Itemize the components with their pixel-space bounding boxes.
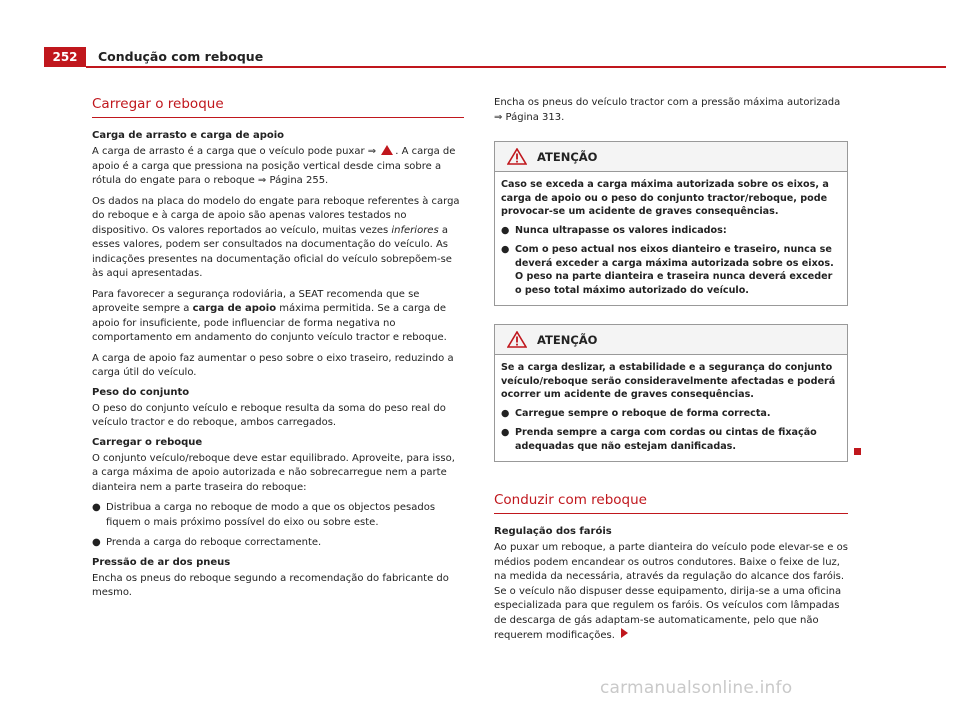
warning-triangle-icon [507, 148, 527, 165]
page-number: 252 [44, 47, 86, 67]
warning-header [495, 325, 847, 355]
continue-arrow-icon[interactable] [621, 628, 628, 638]
subhead-carga-arrasto: Carga de arrasto e carga de apoio [92, 130, 285, 141]
list-item: ● Prenda sempre a carga com cordas ou cintas de fixação adequadas que não estejam danificadas. [501, 426, 841, 453]
subhead-peso-conjunto: Peso do conjunto [92, 386, 190, 398]
paragraph: O conjunto veículo/reboque deve estar equilibrado. Aproveite, para isso, a carga máxima de apoio autorizada e não sobrecarregue nem a parte dianteira nem a parte traseira do reboque: [92, 452, 455, 493]
warning-triangle-icon[interactable] [381, 145, 393, 155]
list-item: ● Prenda a carga do reboque correctamente. [92, 537, 322, 548]
section-title-conduzir: Conduzir com reboque [494, 492, 848, 514]
subhead-carregar-reboque: Carregar o reboque [92, 436, 203, 448]
subhead-pressao-pneus: Pressão de ar dos pneus [92, 556, 231, 568]
warning-text: Caso se exceda a carga máxima autorizada sobre os eixos, a carga de apoio ou o peso do conjunto tractor/reboque, pode provocar-se um acidente de graves consequências. [501, 179, 829, 217]
right-column [494, 96, 848, 650]
header-rule [86, 66, 946, 68]
paragraph: Encha os pneus do reboque segundo a recomendação do fabricante do mesmo. [92, 572, 449, 598]
warning-body [495, 172, 847, 305]
watermark: carmanualsonline.info [600, 678, 793, 698]
warning-text: Se a carga deslizar, a estabilidade e a segurança do conjunto veículo/reboque serão consideravelmente afectadas e poderá ocorrer um acidente de graves consequências. [501, 362, 836, 400]
warning-header [495, 142, 847, 172]
paragraph: Para favorecer a segurança rodoviária, a SEAT recomenda que se aproveite sempre a carga de apoio máxima permitida. Se a carga de apoio for insuficiente, pode influenciar de forma negativa no comportamento em andamento do conjunto veículo tractor e reboque. [92, 288, 447, 343]
section-end-icon [854, 448, 861, 455]
list-item: ● Com o peso actual nos eixos dianteiro e traseiro, nunca se deverá exceder a carga máxima autorizada sobre os eixos. O peso na parte dianteira e traseira nunca deverá exceder o peso total máximo autorizado do veículo. [501, 244, 834, 296]
list-item: ● Distribua a carga no reboque de modo a que os objectos pesados fiquem o mais próximo possível do eixo ou sobre este. [92, 502, 436, 528]
paragraph: A carga de apoio faz aumentar o peso sobre o eixo traseiro, reduzindo a carga útil do veículo. [92, 352, 454, 378]
warning-title: ATENÇÃO [537, 332, 598, 347]
left-column [92, 96, 464, 607]
warning-triangle-icon [507, 331, 527, 348]
warning-box [494, 324, 848, 462]
paragraph: Encha os pneus do veículo tractor com a pressão máxima autorizada ⇒ Página 313. [494, 97, 841, 123]
paragraph: A carga de arrasto é a carga que o veículo pode puxar ⇒ . A carga de apoio é a carga que pressiona na posição vertical desde cima sobre a rótula do engate para o reboque ⇒ Página 255. [92, 146, 456, 186]
warning-body [495, 355, 847, 461]
list-item: ● Nunca ultrapasse os valores indicados: [501, 224, 727, 236]
section-title-carregar: Carregar o reboque [92, 96, 464, 118]
list-item: ● Carregue sempre o reboque de forma correcta. [501, 407, 771, 419]
subhead-regulacao-farois: Regulação dos faróis [494, 526, 612, 537]
paragraph: Ao puxar um reboque, a parte dianteira do veículo pode elevar-se e os médios podem encandear os outros condutores. Baixe o feixe de luz, na medida da necessária, através da regulação do alcance dos faróis. Se o veículo não dispuser desse equipamento, dirija-se a uma oficina especializada para que regulem os faróis. Os veículos com lâmpadas de descarga de gás adaptam-se automaticamente, pelo que não requerem modificações. [494, 542, 848, 641]
header-title: Condução com reboque [98, 49, 264, 64]
paragraph: Os dados na placa do modelo do engate para reboque referentes à carga do reboque e à carga de apoio são apenas valores testados no dispositivo. Os valores reportados ao veículo, muitas vezes inferiores a esses valores, podem ser consultados na documentação do veículo. As indicações presentes na documentação oficial do veículo sobrepõem-se às aqui apresentadas. [92, 195, 460, 279]
warning-title: ATENÇÃO [537, 149, 598, 164]
warning-box [494, 141, 848, 306]
paragraph: O peso do conjunto veículo e reboque resulta da soma do peso real do veículo tractor e do reboque, ambos carregados. [92, 402, 446, 428]
